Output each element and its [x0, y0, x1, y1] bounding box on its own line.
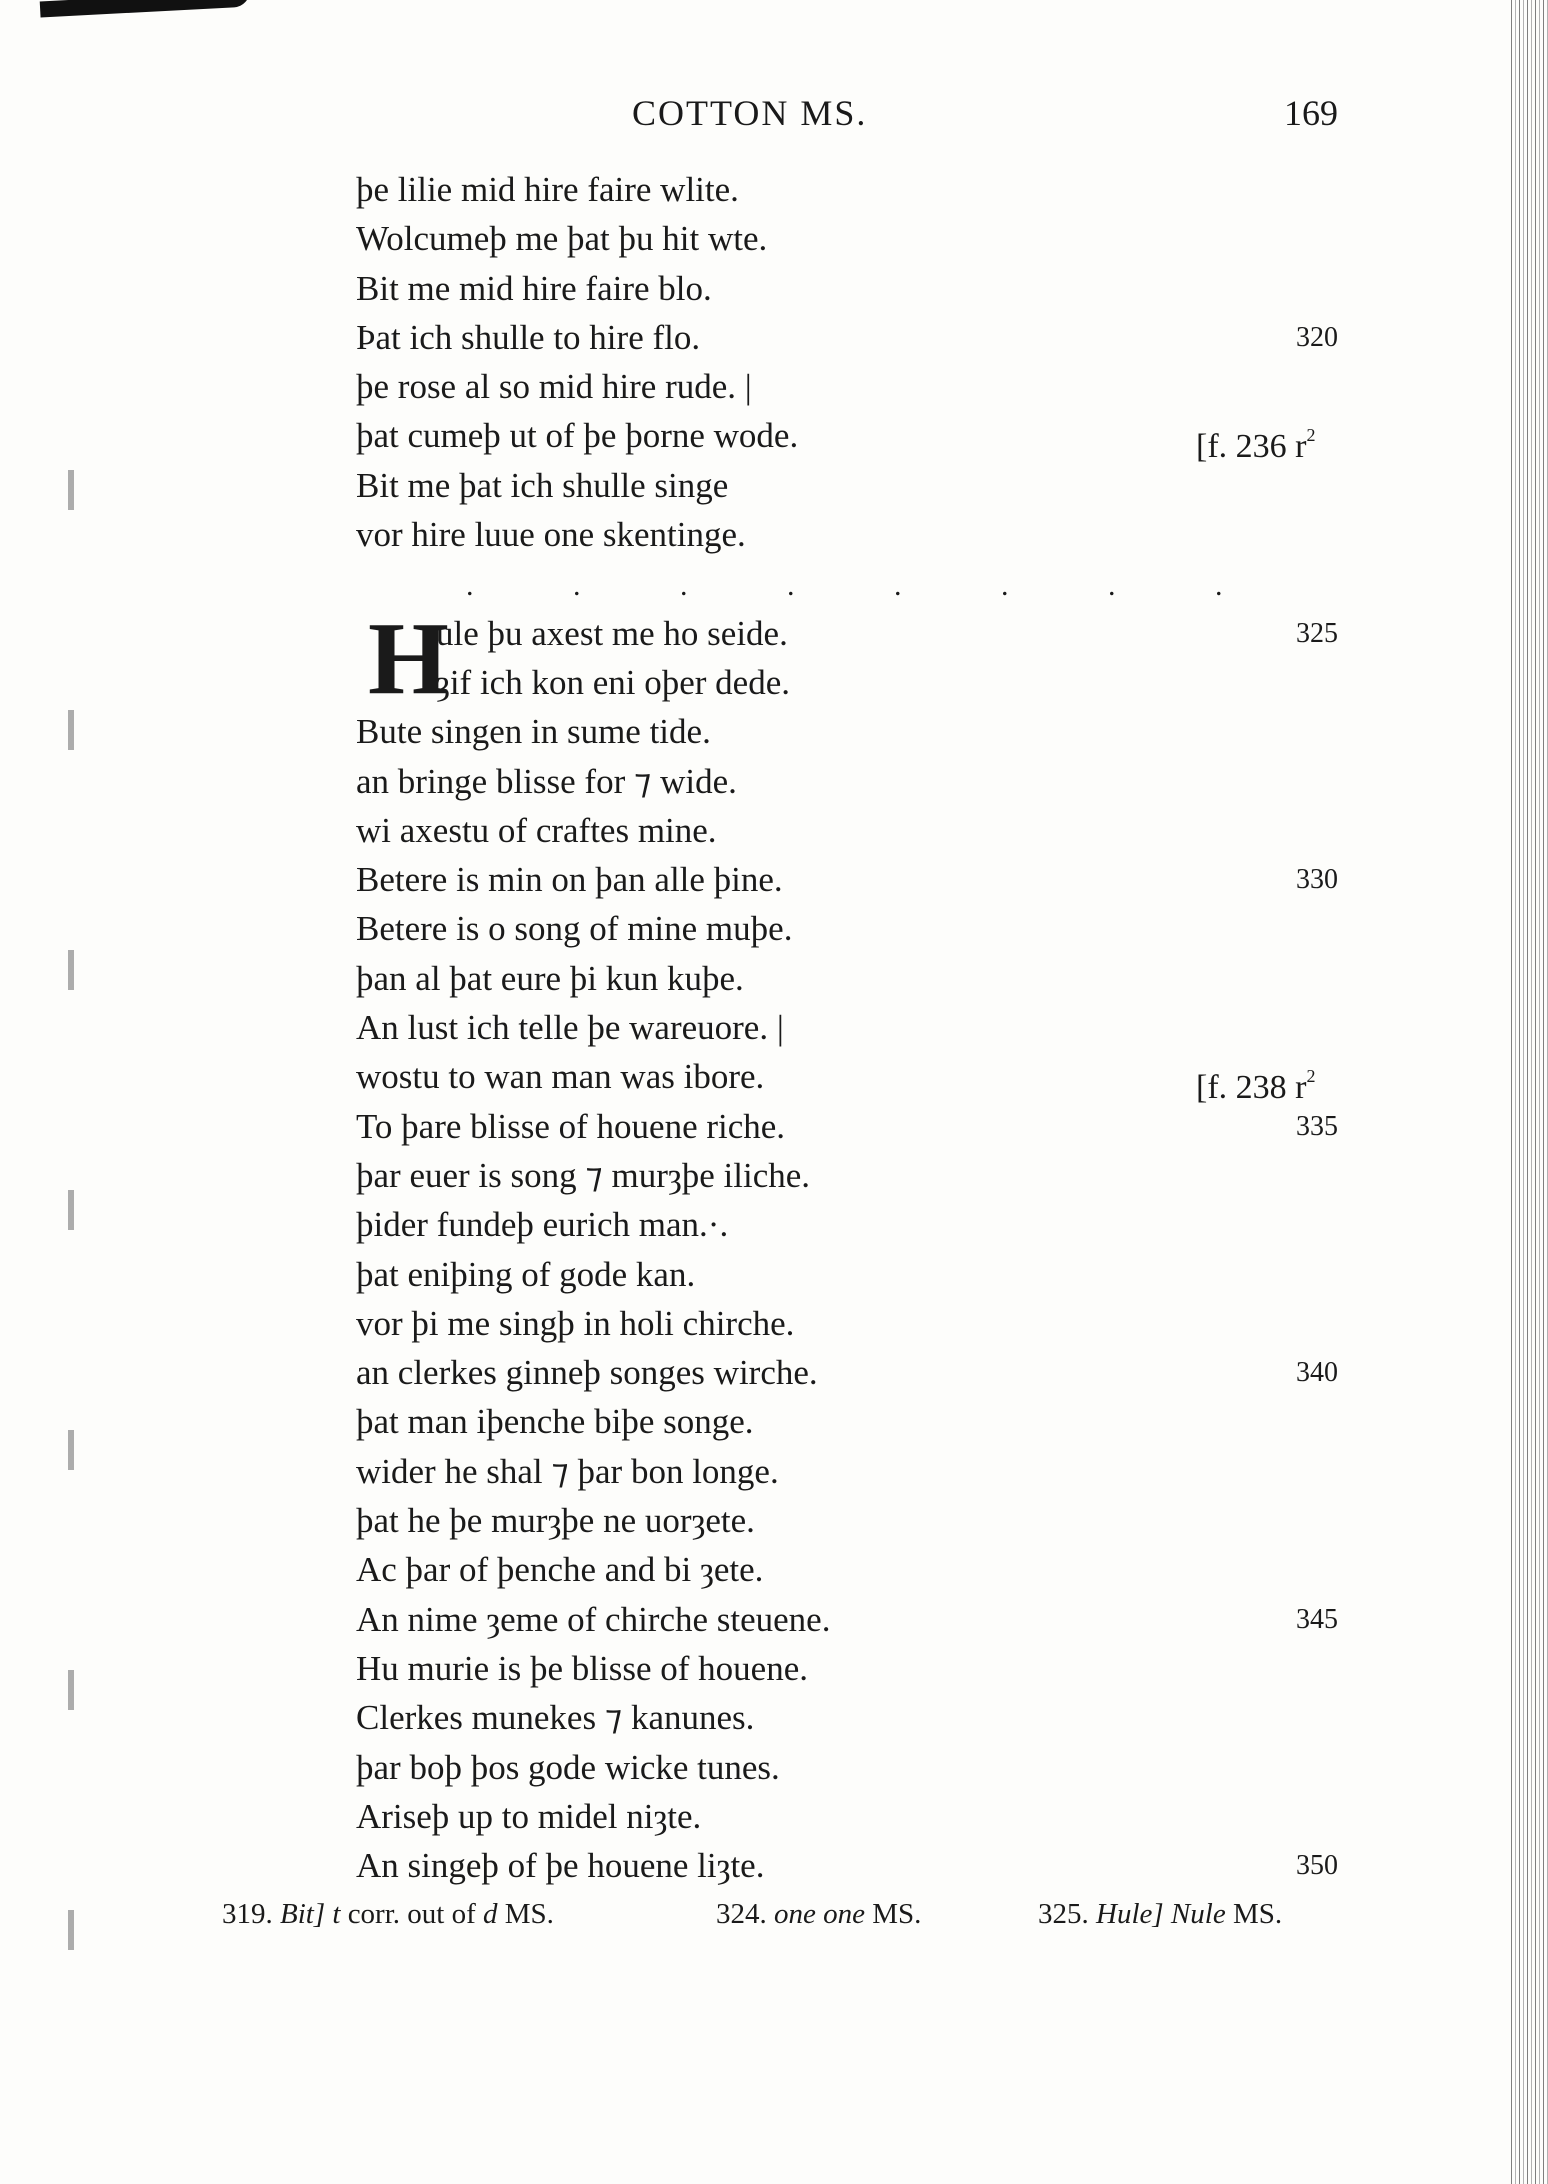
- footnote-note: corr. out of: [347, 1898, 476, 1930]
- lacuna-dots: . . . . . . . .: [466, 569, 1269, 603]
- folio-reference-text: [f. 238 r: [1196, 1069, 1307, 1107]
- verse-line-text: þat man iþenche biþe songe.: [356, 1402, 754, 1442]
- verse-line-text: Wolcumeþ me þat þu hit wte.: [356, 219, 768, 259]
- footnote-tail: MS.: [1232, 1898, 1283, 1930]
- scan-margin-marks: [68, 360, 74, 2060]
- verse-line-text: An lust ich telle þe wareuore. |: [356, 1008, 784, 1048]
- verse-line: [356, 411, 1356, 466]
- verse-line: [356, 1052, 1356, 1107]
- footnote-tail: MS.: [504, 1898, 554, 1930]
- verse-line-text: Betere is min on þan alle þine.: [356, 860, 783, 900]
- verse-line: [356, 1693, 1356, 1742]
- verse-line: [356, 1250, 1356, 1299]
- verse-line: [356, 707, 1356, 756]
- verse-line: [356, 1447, 1356, 1496]
- verse-line: [356, 1743, 1356, 1792]
- footnote: [222, 1898, 554, 1931]
- page-header: [0, 92, 1548, 142]
- verse-line-text: ule þu axest me ho seide.: [436, 613, 788, 653]
- drop-cap-initial: H: [368, 600, 449, 716]
- verse-line: [356, 1496, 1356, 1545]
- footnote-lemma: Bit]: [280, 1898, 326, 1930]
- verse-line-text: Clerkes munekes ⁊ kanunes.: [356, 1698, 755, 1738]
- footnote-ital: t: [332, 1898, 341, 1930]
- verse-line-text: wider he shal ⁊ þar bon longe.: [356, 1451, 779, 1491]
- line-number: 320: [1296, 321, 1338, 353]
- verse-line-text: Bute singen in sume tide.: [356, 712, 711, 752]
- footnote: [1038, 1898, 1282, 1931]
- verse-line-text: þat cumeþ ut of þe þorne wode.: [356, 416, 799, 456]
- verse-line-text: An singeþ of þe houene liȝte.: [356, 1846, 765, 1886]
- verse-line: [356, 1595, 1356, 1644]
- verse-line: [356, 1200, 1356, 1249]
- verse-line: [356, 559, 1356, 608]
- folio-reference-text: [f. 236 r: [1196, 428, 1307, 466]
- footnote-lemma: one: [774, 1898, 816, 1930]
- verse-line: [356, 1003, 1356, 1052]
- line-number: 350: [1296, 1850, 1338, 1882]
- verse-line-text: vor þi me singþ in holi chirche.: [356, 1303, 795, 1343]
- verse-line: [356, 954, 1356, 1003]
- scan-corner-mark: [40, 0, 251, 17]
- page-number: 169: [1284, 93, 1338, 133]
- verse-line-text: þat eniþing of gode kan.: [356, 1254, 696, 1294]
- verse-line: [356, 1348, 1356, 1397]
- line-number: 345: [1296, 1603, 1338, 1635]
- verse-line-text: þan al þat eure þi kun kuþe.: [356, 958, 744, 998]
- verse-line-text: Bit me mid hire faire blo.: [356, 268, 712, 308]
- verse-line-text: þe lilie mid hire faire wlite.: [356, 170, 739, 209]
- footnote-num: 319.: [222, 1898, 273, 1930]
- verse-line: [356, 658, 1356, 707]
- footnotes: [0, 1898, 1548, 1942]
- verse-line: [356, 313, 1356, 362]
- footnote-ital: Nule: [1170, 1898, 1226, 1930]
- verse-line-text: an bringe blisse for ⁊ wide.: [356, 761, 737, 801]
- verse-line: [356, 1792, 1356, 1841]
- verse-line: [356, 904, 1356, 953]
- verse-line-text: wi axestu of craftes mine.: [356, 810, 717, 850]
- line-number: 340: [1296, 1357, 1338, 1389]
- verse-line: [356, 1545, 1356, 1594]
- book-binding-edge: [1508, 0, 1548, 2184]
- footnote-ital2: d: [483, 1898, 498, 1930]
- verse-line: [356, 1841, 1356, 1890]
- verse-line-text: Bit me þat ich shulle singe: [356, 465, 729, 505]
- poem-text: [356, 165, 1356, 1890]
- verse-line-text: Ac þar of þenche and bi ȝete.: [356, 1550, 764, 1590]
- verse-line-text: ȝif ich kon eni oþer dede.: [436, 662, 790, 702]
- verse-line-text: þar boþ þos gode wicke tunes.: [356, 1747, 780, 1787]
- verse-line-text: An nime ȝeme of chirche steuene.: [356, 1599, 831, 1639]
- verse-line: [356, 461, 1356, 510]
- verse-line-text: an clerkes ginneþ songes wirche.: [356, 1353, 818, 1393]
- verse-line: [356, 1299, 1356, 1348]
- verse-line-text: wostu to wan man was ibore.: [356, 1057, 765, 1097]
- verse-line-text: þar euer is song ⁊ murȝþe iliche.: [356, 1155, 811, 1195]
- verse-line-text: þe rose al so mid hire rude. |: [356, 367, 752, 407]
- verse-line-text: þat he þe murȝþe ne uorȝete.: [356, 1501, 755, 1541]
- verse-line-text: vor hire luue one skentinge.: [356, 515, 746, 555]
- line-number: 330: [1296, 864, 1338, 896]
- line-number: 335: [1296, 1110, 1338, 1142]
- footnote-lemma: Hule]: [1096, 1898, 1164, 1930]
- verse-line-text: Hu murie is þe blisse of houene.: [356, 1648, 808, 1688]
- verse-line: [356, 264, 1356, 313]
- verse-line: [356, 362, 1356, 411]
- footnote-num: 324.: [716, 1898, 767, 1930]
- verse-line-text: Ariseþ up to midel niȝte.: [356, 1796, 702, 1836]
- verse-line: [356, 165, 1356, 214]
- verse-line: [356, 1644, 1356, 1693]
- verse-line: [356, 855, 1356, 904]
- verse-line: [356, 757, 1356, 806]
- folio-column-superscript: 2: [1306, 1066, 1316, 1087]
- line-number: 325: [1296, 617, 1338, 649]
- verse-line: [356, 1102, 1356, 1151]
- verse-line: [356, 214, 1356, 263]
- verse-line-text: To þare blisse of houene riche.: [356, 1106, 786, 1146]
- verse-line-text: Þat ich shulle to hire flo.: [356, 317, 701, 357]
- verse-line: [356, 1397, 1356, 1446]
- verse-line-text: Betere is o song of mine muþe.: [356, 909, 793, 949]
- footnote-tail: MS.: [872, 1898, 922, 1930]
- footnote-ital: one: [823, 1898, 865, 1930]
- running-title: COTTON MS.: [632, 93, 868, 133]
- verse-line-text: þider fundeþ eurich man.·.: [356, 1205, 729, 1245]
- verse-line: [356, 1151, 1356, 1200]
- footnote-num: 325.: [1038, 1898, 1089, 1930]
- footnote: [716, 1898, 921, 1931]
- verse-line: [356, 510, 1356, 559]
- verse-line: [356, 806, 1356, 855]
- folio-column-superscript: 2: [1306, 425, 1316, 446]
